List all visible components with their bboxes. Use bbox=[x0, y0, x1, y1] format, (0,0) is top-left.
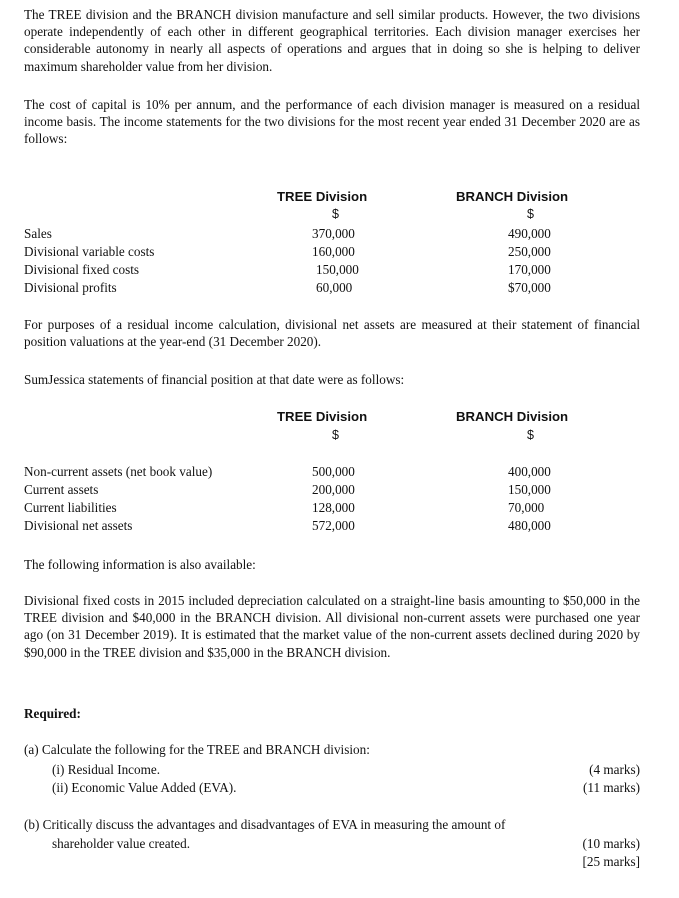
financial-position-table bbox=[0, 408, 679, 538]
position-row-tree: 128,000 bbox=[312, 500, 355, 515]
question-b-marks: (10 marks) bbox=[582, 836, 640, 851]
income-header-tree: TREE Division bbox=[277, 189, 368, 204]
position-row-branch: 70,000 bbox=[508, 500, 545, 515]
question-a-i-marks: (4 marks) bbox=[589, 762, 640, 777]
position-row-label: Current assets bbox=[24, 482, 99, 497]
income-row-label: Divisional variable costs bbox=[24, 244, 155, 259]
position-header-branch: BRANCH Division bbox=[456, 409, 569, 424]
position-row-branch: 480,000 bbox=[508, 518, 551, 533]
income-row-tree: 370,000 bbox=[312, 226, 355, 241]
income-row bbox=[24, 243, 664, 261]
income-row-branch: 250,000 bbox=[508, 244, 551, 259]
income-row bbox=[24, 279, 664, 297]
question-a-i-text: (i) Residual Income. bbox=[52, 762, 161, 777]
question-a: (a) Calculate the following for the TREE and BRANCH division: bbox=[24, 742, 370, 757]
position-row-branch: 400,000 bbox=[508, 464, 551, 479]
position-currency-tree: $ bbox=[332, 428, 339, 442]
position-row bbox=[24, 463, 664, 481]
income-row-tree: 60,000 bbox=[316, 280, 353, 295]
income-row-branch: 490,000 bbox=[508, 226, 551, 241]
income-row-label: Divisional profits bbox=[24, 280, 117, 295]
additional-info-heading: The following information is also available: bbox=[24, 557, 256, 572]
position-row bbox=[24, 481, 664, 499]
total-marks-row bbox=[24, 853, 640, 871]
position-row-label: Current liabilities bbox=[24, 500, 117, 515]
income-row-tree: 160,000 bbox=[312, 244, 355, 259]
income-row-branch: 170,000 bbox=[508, 262, 551, 277]
question-b-continued bbox=[24, 835, 640, 853]
position-row-label: Divisional net assets bbox=[24, 518, 133, 533]
question-a-ii bbox=[24, 779, 640, 797]
financial-position-intro: SumJessica statements of financial position at that date were as follows: bbox=[24, 372, 405, 387]
depreciation-paragraph: Divisional fixed costs in 2015 included depreciation calculated on a straight-line basis amounting to $50,000 in the TREE division and $40,000 in the BRANCH division. All divisional non-current assets were purchased one year ago (on 31 December 2019). It is estimated that the market value of the non-current assets declined during 2020 by $90,000 in the TREE division and $35,000 in the BRANCH division. bbox=[24, 593, 640, 660]
question-b-text: shareholder value created. bbox=[52, 836, 191, 851]
position-row bbox=[24, 517, 664, 535]
question-a-i bbox=[24, 761, 640, 779]
position-row-label: Non-current assets (net book value) bbox=[24, 464, 213, 479]
income-row bbox=[24, 261, 664, 279]
position-header-tree: TREE Division bbox=[277, 409, 368, 424]
income-row-branch: $70,000 bbox=[508, 280, 551, 295]
income-row bbox=[24, 225, 664, 243]
income-currency-tree: $ bbox=[332, 207, 339, 221]
required-heading: Required: bbox=[24, 706, 81, 721]
income-row-label: Sales bbox=[24, 226, 52, 241]
position-row-tree: 500,000 bbox=[312, 464, 355, 479]
income-header-branch: BRANCH Division bbox=[456, 189, 569, 204]
income-currency-branch: $ bbox=[527, 207, 534, 221]
position-row bbox=[24, 499, 664, 517]
intro-paragraph-1: The TREE division and the BRANCH division manufacture and sell similar products. However, the two divisions operate independently of each other in different geographical territories. Each division manager exercises her considerable autonomy in nearly all aspects of operations and argues that in doing so she is helping to deliver maximum shareholder value from her division. bbox=[24, 7, 640, 74]
position-row-branch: 150,000 bbox=[508, 482, 551, 497]
question-a-ii-text: (ii) Economic Value Added (EVA). bbox=[52, 780, 237, 795]
total-marks: [25 marks] bbox=[582, 854, 640, 869]
income-statement-table bbox=[0, 188, 679, 298]
intro-paragraph-2: The cost of capital is 10% per annum, and the performance of each division manager is measured on a residual income basis. The income statements for the two divisions for the most recent year ended 31 December 2020 are as follows: bbox=[24, 97, 640, 147]
position-currency-branch: $ bbox=[527, 428, 534, 442]
position-row-tree: 572,000 bbox=[312, 518, 355, 533]
question-a-ii-marks: (11 marks) bbox=[582, 780, 640, 795]
income-row-label: Divisional fixed costs bbox=[24, 262, 140, 277]
position-row-tree: 200,000 bbox=[312, 482, 355, 497]
measurement-paragraph: For purposes of a residual income calculation, divisional net assets are measured at their statement of financial position valuations at the year-end (31 December 2020). bbox=[24, 317, 640, 350]
income-row-tree: 150,000 bbox=[316, 262, 359, 277]
question-b: (b) Critically discuss the advantages and disadvantages of EVA in measuring the amount of bbox=[24, 817, 506, 832]
